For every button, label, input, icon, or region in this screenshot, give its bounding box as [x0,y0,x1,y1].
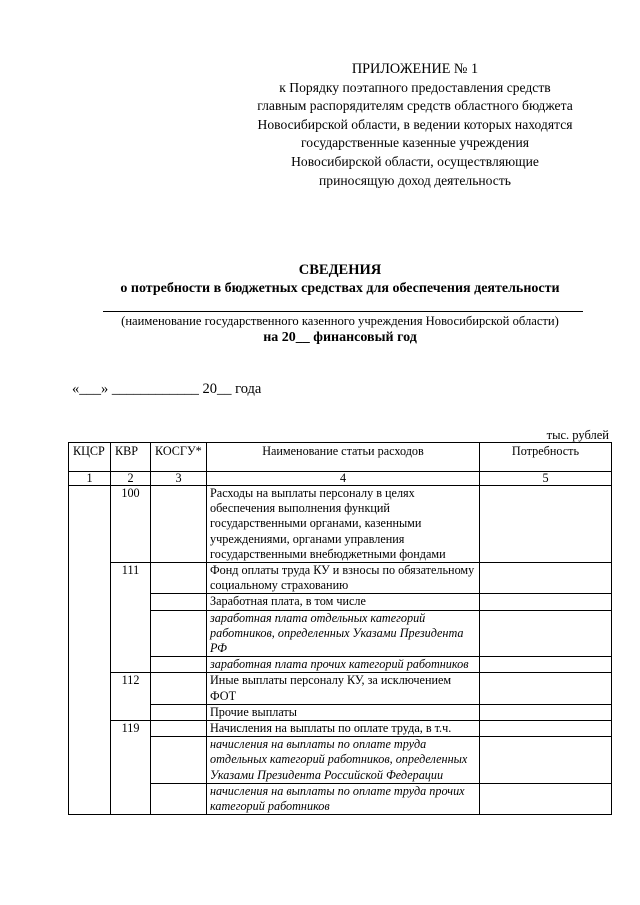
kosgu-cell [151,563,207,594]
expense-name-cell: Фонд оплаты труда КУ и взносы по обязательному социальному страхованию [207,563,480,594]
document-subtitle: о потребности в бюджетных средствах для обеспечения деятельности [120,281,560,296]
header-kcsr: КЦСР [69,443,111,472]
kvr-cell: 111 [111,563,151,673]
table-header-row [69,443,612,472]
column-number-row [69,472,612,486]
expense-name-cell: Заработная плата, в том числе [207,594,480,610]
table-row [69,594,612,610]
table-row [69,673,612,704]
need-cell[interactable] [480,657,612,673]
appendix-block [230,60,600,190]
kosgu-cell [151,721,207,737]
expense-name-cell: заработная плата отдельных категорий работников, определенных Указами Президента РФ [207,610,480,657]
expense-name-cell: заработная плата прочих категорий работников [207,657,480,673]
header-expense-name: Наименование статьи расходов [207,443,480,472]
appendix-line: государственные казенные учреждения [301,135,529,151]
kosgu-cell [151,657,207,673]
org-name-caption: (наименование государственного казенного учреждения Новосибирской области) [121,314,559,328]
column-number: 3 [151,472,207,486]
expense-name-cell: начисления на выплаты по оплате труда отдельных категорий работников, определенных Указами Президента Российской Федерации [207,737,480,784]
kosgu-cell [151,610,207,657]
kvr-cell: 100 [111,486,151,563]
table-row [69,783,612,814]
date-line: «___» ____________ 20__ года [72,381,262,397]
appendix-line: Новосибирской области, в ведении которых находятся [257,116,573,132]
kvr-cell: 119 [111,721,151,815]
need-cell[interactable] [480,610,612,657]
need-cell[interactable] [480,563,612,594]
kosgu-cell [151,486,207,563]
appendix-line: главным распорядителям средств областного бюджета [257,98,573,114]
appendix-line: к Порядку поэтапного предоставления средств [279,79,551,95]
kvr-cell: 112 [111,673,151,721]
fiscal-year-line: на 20__ финансовый год [263,330,417,345]
document-title: СВЕДЕНИЯ [298,262,382,278]
column-number: 1 [69,472,111,486]
need-cell[interactable] [480,486,612,563]
expense-name-cell: Расходы на выплаты персоналу в целях обеспечения выполнения функций государственными органами, казенными учреждениями, органами управления государственными внебюджетными фондами [207,486,480,563]
table-row [69,721,612,737]
need-cell[interactable] [480,704,612,720]
expense-name-cell: Начисления на выплаты по оплате труда, в т.ч. [207,721,480,737]
expenses-table [68,442,612,815]
table-row [69,704,612,720]
table-row [69,610,612,657]
header-kvr: КВР [111,443,151,472]
table-row [69,657,612,673]
expense-name-cell: Иные выплаты персоналу КУ, за исключением ФОТ [207,673,480,704]
expense-name-cell: начисления на выплаты по оплате труда прочих категорий работников [207,783,480,814]
appendix-line: Новосибирской области, осуществляющие [291,153,539,169]
column-number: 4 [207,472,480,486]
header-kosgu: КОСГУ* [151,443,207,472]
need-cell[interactable] [480,737,612,784]
column-number: 2 [111,472,151,486]
table-row [69,486,612,563]
units-label: тыс. рублей [546,428,609,442]
need-cell[interactable] [480,594,612,610]
kcsr-cell [69,486,111,815]
kosgu-cell [151,783,207,814]
kosgu-cell [151,704,207,720]
need-cell[interactable] [480,783,612,814]
org-name-line [103,311,583,312]
appendix-title: ПРИЛОЖЕНИЕ № 1 [351,61,479,77]
header-need: Потребность [480,443,612,472]
kosgu-cell [151,594,207,610]
table-row [69,563,612,594]
column-number: 5 [480,472,612,486]
appendix-line: приносящую доход деятельность [319,172,511,188]
table-row [69,737,612,784]
need-cell[interactable] [480,721,612,737]
kosgu-cell [151,737,207,784]
kosgu-cell [151,673,207,704]
need-cell[interactable] [480,673,612,704]
expense-name-cell: Прочие выплаты [207,704,480,720]
